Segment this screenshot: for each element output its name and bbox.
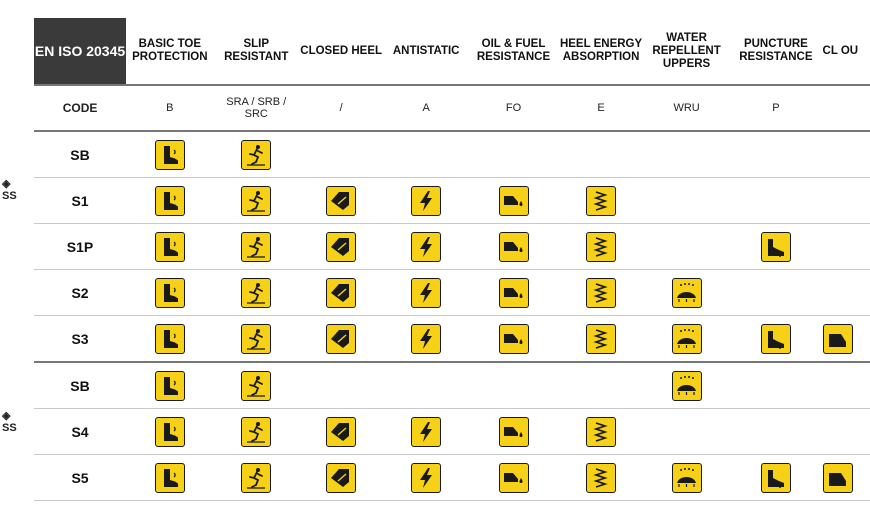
side-label-a: ◈ SS (0, 178, 34, 202)
row-label: S3 (34, 316, 126, 363)
code-cell: / (299, 85, 384, 131)
col-header: SLIP RESISTANT (224, 38, 289, 63)
code-label: CODE (34, 85, 126, 131)
icon-cell (558, 224, 644, 270)
slip-icon (241, 463, 271, 493)
icon-cell (126, 131, 214, 178)
boot-icon (155, 186, 185, 216)
icon-cell (126, 178, 214, 224)
icon-cell (558, 455, 644, 501)
code-cell (823, 85, 870, 131)
puncture-icon (761, 463, 791, 493)
energy-icon (586, 232, 616, 262)
icon-cell (729, 270, 822, 316)
table-row (34, 178, 870, 224)
side-label-b: ◈ SS (0, 410, 34, 434)
row-label: SB (34, 131, 126, 178)
boot-icon (155, 324, 185, 354)
icon-cell (299, 224, 384, 270)
icon-cell (558, 131, 644, 178)
slip-icon (241, 417, 271, 447)
icon-cell (126, 362, 214, 409)
icon-cell (126, 409, 214, 455)
slip-icon (241, 232, 271, 262)
row-label: S4 (34, 409, 126, 455)
row-label: S1P (34, 224, 126, 270)
icon-cell (469, 362, 558, 409)
icon-cell (126, 316, 214, 363)
slip-icon (241, 371, 271, 401)
code-cell: A (384, 85, 469, 131)
icon-cell (469, 455, 558, 501)
icon-cell (214, 455, 299, 501)
energy-icon (586, 417, 616, 447)
iso-20345-table (34, 18, 870, 501)
energy-icon (586, 186, 616, 216)
icon-cell (384, 270, 469, 316)
energy-icon (586, 324, 616, 354)
icon-cell (823, 224, 870, 270)
boot-icon (155, 232, 185, 262)
icon-cell (214, 224, 299, 270)
icon-cell (299, 178, 384, 224)
icon-cell (729, 131, 822, 178)
icon-cell (558, 178, 644, 224)
icon-cell (469, 409, 558, 455)
icon-cell (558, 409, 644, 455)
water-icon (672, 324, 702, 354)
header-row (34, 18, 870, 85)
icon-cell (214, 316, 299, 363)
icon-cell (558, 362, 644, 409)
icon-cell (299, 455, 384, 501)
slip-icon (241, 186, 271, 216)
water-icon (672, 278, 702, 308)
col-header: ANTISTATIC (392, 44, 460, 57)
icon-cell (823, 362, 870, 409)
antistatic-icon (411, 417, 441, 447)
icon-cell (823, 178, 870, 224)
slip-icon (241, 324, 271, 354)
slip-icon (241, 140, 271, 170)
icon-cell (823, 409, 870, 455)
icon-cell (558, 270, 644, 316)
col-header: OIL & FUEL RESISTANCE (476, 38, 551, 63)
icon-cell (729, 362, 822, 409)
icon-cell (469, 131, 558, 178)
icon-cell (729, 224, 822, 270)
oil-icon (499, 417, 529, 447)
icon-cell (469, 316, 558, 363)
icon-cell (644, 224, 729, 270)
oil-icon (499, 278, 529, 308)
slip-icon (241, 278, 271, 308)
antistatic-icon (411, 186, 441, 216)
water-icon (672, 463, 702, 493)
table-row (34, 362, 870, 409)
icon-cell (214, 178, 299, 224)
icon-cell (384, 178, 469, 224)
antistatic-icon (411, 232, 441, 262)
table-row (34, 455, 870, 501)
boot-icon (155, 463, 185, 493)
row-label: S2 (34, 270, 126, 316)
icon-cell (299, 316, 384, 363)
heel-icon (326, 417, 356, 447)
antistatic-icon (411, 324, 441, 354)
icon-cell (644, 131, 729, 178)
oil-icon (499, 186, 529, 216)
water-icon (672, 371, 702, 401)
code-cell: FO (469, 85, 558, 131)
icon-cell (644, 409, 729, 455)
table-row (34, 131, 870, 178)
icon-cell (469, 270, 558, 316)
row-label: S1 (34, 178, 126, 224)
icon-cell (214, 362, 299, 409)
heel-icon (326, 278, 356, 308)
heel-icon (326, 324, 356, 354)
antistatic-icon (411, 278, 441, 308)
icon-cell (384, 409, 469, 455)
icon-cell (644, 455, 729, 501)
cleat-icon (823, 463, 853, 493)
icon-cell (299, 362, 384, 409)
energy-icon (586, 463, 616, 493)
col-header: PUNCTURE RESISTANCE (739, 38, 813, 63)
helmet-icon: ◈ (2, 410, 11, 422)
boot-icon (155, 371, 185, 401)
col-header: WATER REPELLENT UPPERS (652, 31, 721, 70)
icon-cell (729, 316, 822, 363)
table-row (34, 224, 870, 270)
icon-cell (644, 316, 729, 363)
antistatic-icon (411, 463, 441, 493)
icon-cell (384, 362, 469, 409)
energy-icon (586, 278, 616, 308)
code-cell: B (126, 85, 214, 131)
icon-cell (644, 178, 729, 224)
standard-cell: EN ISO 20345 (34, 18, 126, 85)
icon-cell (729, 409, 822, 455)
icon-cell (384, 316, 469, 363)
col-header: CLOSED HEEL (300, 44, 383, 57)
icon-cell (644, 270, 729, 316)
icon-cell (126, 224, 214, 270)
icon-cell (126, 455, 214, 501)
boot-icon (155, 417, 185, 447)
icon-cell (823, 316, 870, 363)
icon-cell (214, 131, 299, 178)
row-label: SB (34, 362, 126, 409)
icon-cell (558, 316, 644, 363)
col-header: CL OU (822, 44, 859, 57)
helmet-icon: ◈ (2, 178, 11, 190)
row-label: S5 (34, 455, 126, 501)
boot-icon (155, 140, 185, 170)
code-cell: SRA / SRB / SRC (214, 85, 299, 131)
col-header: HEEL ENERGY ABSORPTION (559, 38, 643, 63)
heel-icon (326, 463, 356, 493)
icon-cell (384, 224, 469, 270)
cleat-icon (823, 324, 853, 354)
oil-icon (499, 232, 529, 262)
icon-cell (299, 409, 384, 455)
icon-cell (299, 131, 384, 178)
puncture-icon (761, 324, 791, 354)
icon-cell (126, 270, 214, 316)
code-cell: WRU (644, 85, 729, 131)
icon-cell (214, 270, 299, 316)
icon-cell (299, 270, 384, 316)
icon-cell (823, 270, 870, 316)
puncture-icon (761, 232, 791, 262)
oil-icon (499, 463, 529, 493)
table-row (34, 270, 870, 316)
table-row (34, 316, 870, 363)
table-row (34, 409, 870, 455)
icon-cell (469, 178, 558, 224)
icon-cell (644, 362, 729, 409)
code-cell: E (558, 85, 644, 131)
icon-cell (729, 455, 822, 501)
icon-cell (729, 178, 822, 224)
code-row (34, 85, 870, 131)
heel-icon (326, 232, 356, 262)
icon-cell (384, 455, 469, 501)
icon-cell (214, 409, 299, 455)
icon-cell (823, 131, 870, 178)
icon-cell (823, 455, 870, 501)
boot-icon (155, 278, 185, 308)
heel-icon (326, 186, 356, 216)
col-header: BASIC TOE PROTECTION (132, 38, 208, 63)
icon-cell (469, 224, 558, 270)
icon-cell (384, 131, 469, 178)
oil-icon (499, 324, 529, 354)
code-cell: P (729, 85, 822, 131)
